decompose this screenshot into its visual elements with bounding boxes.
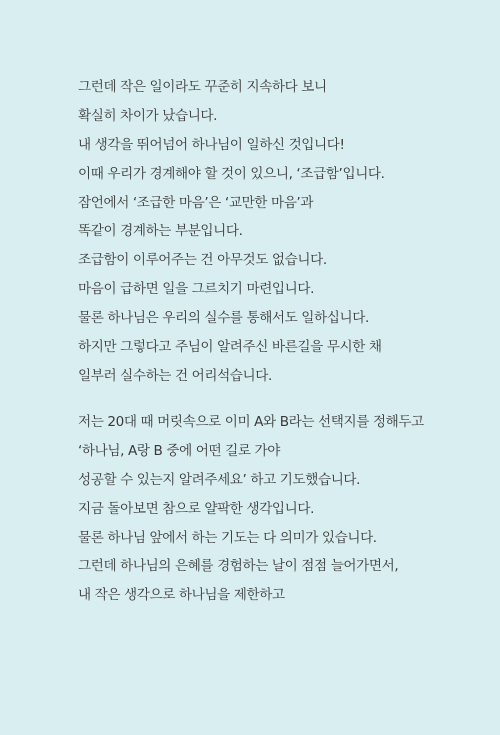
text-line: 저는 20대 때 머릿속으로 이미 A와 B라는 선택지를 정해두고 (78, 414, 424, 430)
text-line: 하지만 그렇다고 주님이 알려주신 바른길을 무시한 채 (78, 339, 382, 356)
text-line: 똑같이 경계하는 부분입니다. (78, 223, 243, 240)
text-line: 그런데 작은 일이라도 꾸준히 지속하다 보니 (78, 79, 327, 95)
text-line: ‘하나님, A랑 B 중에 어떤 길로 가야 (78, 442, 280, 459)
text-line: 조급함이 이루어주는 건 아무것도 없습니다. (78, 252, 327, 269)
text-line: 마음이 급하면 일을 그르치기 마련입니다. (78, 281, 315, 298)
text-line: 물론 하나님 앞에서 하는 기도는 다 의미가 있습니다. (78, 529, 377, 546)
paragraph-1 (78, 73, 488, 391)
text-line: 확실히 차이가 났습니다. (78, 107, 218, 124)
text-line: 내 작은 생각으로 하나님을 제한하고 (78, 587, 285, 604)
text-line: 성공할 수 있는지 알려주세요’ 하고 기도했습니다. (78, 471, 361, 488)
paragraph-2 (78, 408, 488, 610)
text-line: 그런데 하나님의 은혜를 경험하는 날이 점점 늘어가면서, (78, 558, 399, 575)
text-line: 내 생각을 뛰어넘어 하나님이 일하신 것입니다! (78, 136, 345, 153)
text-line: 지금 돌아보면 참으로 얄팍한 생각입니다. (78, 500, 315, 517)
text-line: 일부러 실수하는 건 어리석습니다. (78, 367, 272, 384)
text-line: 잠언에서 ‘조급한 마음’은 ‘교만한 마음’과 (78, 194, 314, 211)
text-line: 물론 하나님은 우리의 실수를 통해서도 일하십니다. (78, 310, 369, 327)
text-line: 이때 우리가 경계해야 할 것이 있으니, ‘조급함’입니다. (78, 165, 385, 182)
